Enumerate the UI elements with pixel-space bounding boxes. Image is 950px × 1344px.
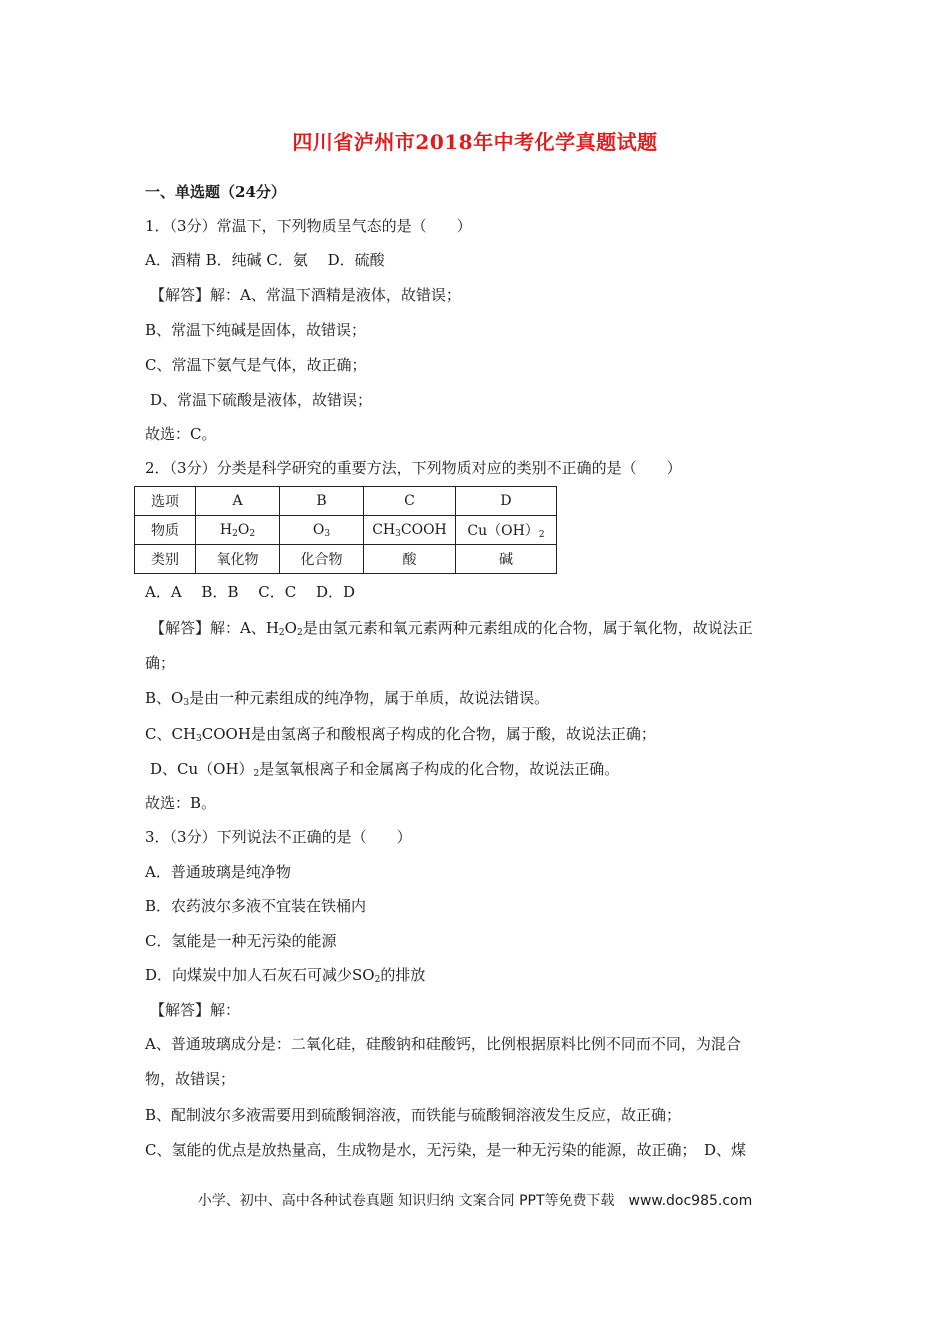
q2-answer-line: 故选：B。 <box>145 794 217 812</box>
table-cell: $O_3$ <box>280 516 364 545</box>
table-cell: B <box>280 487 364 516</box>
table-row <box>135 487 557 516</box>
table-cell: 氧化物 <box>196 545 280 574</box>
q1-answer-line: D、常温下硫酸是液体，故错误； <box>150 391 373 409</box>
q3-option: A．普通玻璃是纯净物 <box>145 863 291 881</box>
page-footer: 小学、初中、高中各种试卷真题 知识归纳 文案合同 PPT等免费下载 www.doc985.com <box>197 1193 753 1209</box>
q2-question: 2．（3分）分类是科学研究的重要方法，下列物质对应的类别不正确的是（ ） <box>145 459 682 477</box>
table-cell: 碱 <box>456 545 557 574</box>
table-cell: 化合物 <box>280 545 364 574</box>
q3-option: C．氢能是一种无污染的能源 <box>145 932 337 950</box>
table-cell: 酸 <box>364 545 456 574</box>
table-cell: D <box>456 487 557 516</box>
table-cell: $H_2O_2$ <box>196 516 280 545</box>
q2-answer-line: 【解答】解：A、$H_2O_2$是由氢元素和氧元素两种元素组成的化合物，属于氧化物，故说法正 <box>150 619 753 638</box>
table-cell: 选项 <box>135 487 196 516</box>
q2-classification-table <box>134 486 557 574</box>
table-cell: $CH_3COOH$ <box>364 516 456 545</box>
table-cell: A <box>196 487 280 516</box>
q2-options: A．A B．B C．C D．D <box>145 583 356 601</box>
q3-answer-line: C、氢能的优点是放热量高，生成物是水，无污染，是一种无污染的能源，故正确； D、煤 <box>145 1141 747 1159</box>
q3-answer-line: 【解答】解： <box>150 1001 241 1019</box>
q2-answer-line: 确； <box>145 654 176 672</box>
q3-option: D．向煤炭中加人石灰石可减少$SO_2$的排放 <box>145 966 426 985</box>
section-heading: 一、单选题（24分） <box>145 183 286 201</box>
q3-question: 3．（3分）下列说法不正确的是（ ） <box>145 828 412 846</box>
q1-answer-line: 【解答】解：A、常温下酒精是液体，故错误； <box>150 286 461 304</box>
q3-answer-line: 物，故错误； <box>145 1070 236 1088</box>
q1-answer-line: C、常温下氨气是气体，故正确； <box>145 356 367 374</box>
q1-answer-line: 故选：C。 <box>145 425 217 443</box>
q2-answer-line: C、$CH_3COOH$是由氢离子和酸根离子构成的化合物，属于酸，故说法正确； <box>145 725 656 744</box>
table-cell: 物质 <box>135 516 196 545</box>
q1-options: A．酒精 B．纯碱 C．氨 D．硫酸 <box>145 251 385 269</box>
table-row <box>135 545 557 574</box>
q1-answer-line: B、常温下纯碱是固体，故错误； <box>145 321 367 339</box>
q3-answer-line: A、普通玻璃成分是：二氧化硅，硅酸钠和硅酸钙，比例根据原料比例不同而不同，为混合 <box>145 1035 741 1053</box>
table-cell: C <box>364 487 456 516</box>
q3-answer-line: B、配制波尔多液需要用到硫酸铜溶液，而铁能与硫酸铜溶液发生反应，故正确； <box>145 1106 682 1124</box>
table-row <box>135 516 557 545</box>
table-cell: 类别 <box>135 545 196 574</box>
q3-option: B．农药波尔多液不宜装在铁桶内 <box>145 897 367 915</box>
q2-answer-line: D、$Cu(OH)_2$是氢氧根离子和金属离子构成的化合物，故说法正确。 <box>150 760 620 779</box>
document-title: 四川省泸州市2018年中考化学真题试题 <box>292 130 658 154</box>
q1-question: 1．（3分）常温下，下列物质呈气态的是（ ） <box>145 217 472 235</box>
table-cell: $Cu(OH)_2$ <box>456 516 557 545</box>
q2-answer-line: B、$O_3$是由一种元素组成的纯净物，属于单质，故说法错误。 <box>145 689 550 708</box>
